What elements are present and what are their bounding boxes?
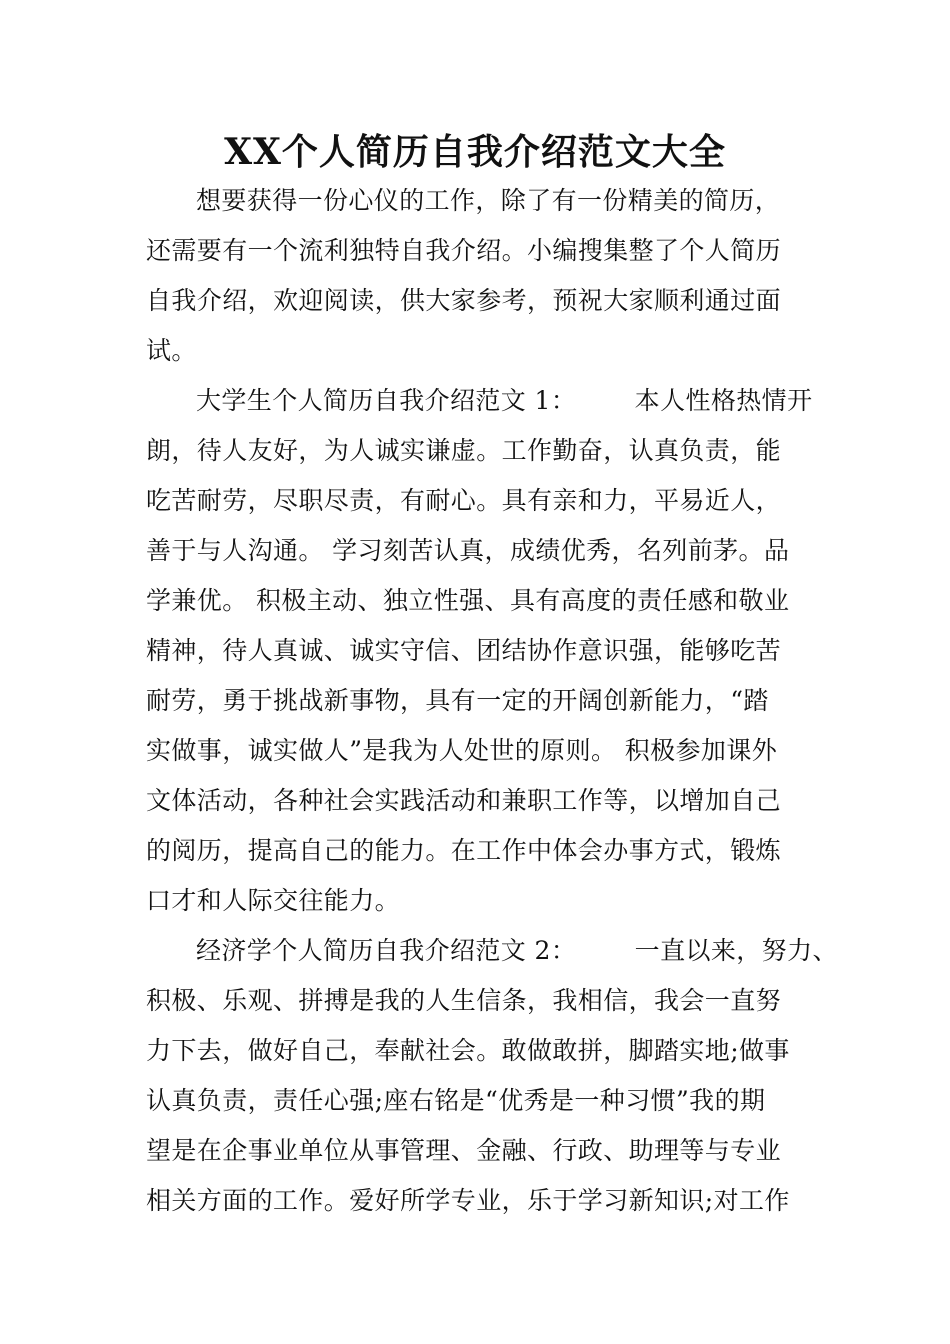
text-line: 还需要有一个流利独特自我介绍。小编搜集整了个人简历 <box>146 236 782 265</box>
text-line: 经济学个人简历自我介绍范文 2： 一直以来，努力、 <box>196 936 838 965</box>
text-line: 精神，待人真诚、诚实守信、团结协作意识强，能够吃苦 <box>146 636 782 665</box>
text-line: 的阅历，提高自己的能力。在工作中体会办事方式，锻炼 <box>146 836 782 865</box>
text-line: 文体活动，各种社会实践活动和兼职工作等，以增加自己 <box>146 786 782 815</box>
text-line: 善于与人沟通。 学习刻苦认真，成绩优秀，名列前茅。品 <box>146 536 790 565</box>
text-line: 学兼优。 积极主动、独立性强、具有高度的责任感和敬业 <box>146 586 790 615</box>
paragraph-sample-1 <box>146 376 836 926</box>
text-line: 朗，待人友好，为人诚实谦虚。工作勤奋，认真负责，能 <box>146 436 782 465</box>
paragraph-intro <box>146 176 836 376</box>
text-line: 实做事，诚实做人”是我为人处世的原则。 积极参加课外 <box>146 736 778 765</box>
text-line: 口才和人际交往能力。 <box>146 886 401 915</box>
paragraph-sample-2 <box>146 926 836 1226</box>
text-line: 大学生个人简历自我介绍范文 1： 本人性格热情开 <box>196 386 813 415</box>
document-body <box>146 176 836 1226</box>
text-line: 自我介绍，欢迎阅读，供大家参考，预祝大家顺利通过面 <box>146 286 782 315</box>
document-title: XX个人简历自我介绍范文大全 <box>224 131 726 173</box>
text-line: 试。 <box>146 336 197 365</box>
text-line: 认真负责，责任心强;座右铭是“优秀是一种习惯”我的期 <box>146 1086 766 1115</box>
text-line: 想要获得一份心仪的工作，除了有一份精美的简历， <box>196 186 781 215</box>
text-line: 望是在企事业单位从事管理、金融、行政、助理等与专业 <box>146 1136 782 1165</box>
text-line: 耐劳，勇于挑战新事物，具有一定的开阔创新能力，“踏 <box>146 686 769 715</box>
text-line: 吃苦耐劳，尽职尽责，有耐心。具有亲和力，平易近人， <box>146 486 782 515</box>
text-line: 积极、乐观、拼搏是我的人生信条，我相信，我会一直努 <box>146 986 782 1015</box>
text-line: 相关方面的工作。爱好所学专业，乐于学习新知识;对工作 <box>146 1186 790 1215</box>
text-line: 力下去，做好自己，奉献社会。敢做敢拼，脚踏实地;做事 <box>146 1036 790 1065</box>
